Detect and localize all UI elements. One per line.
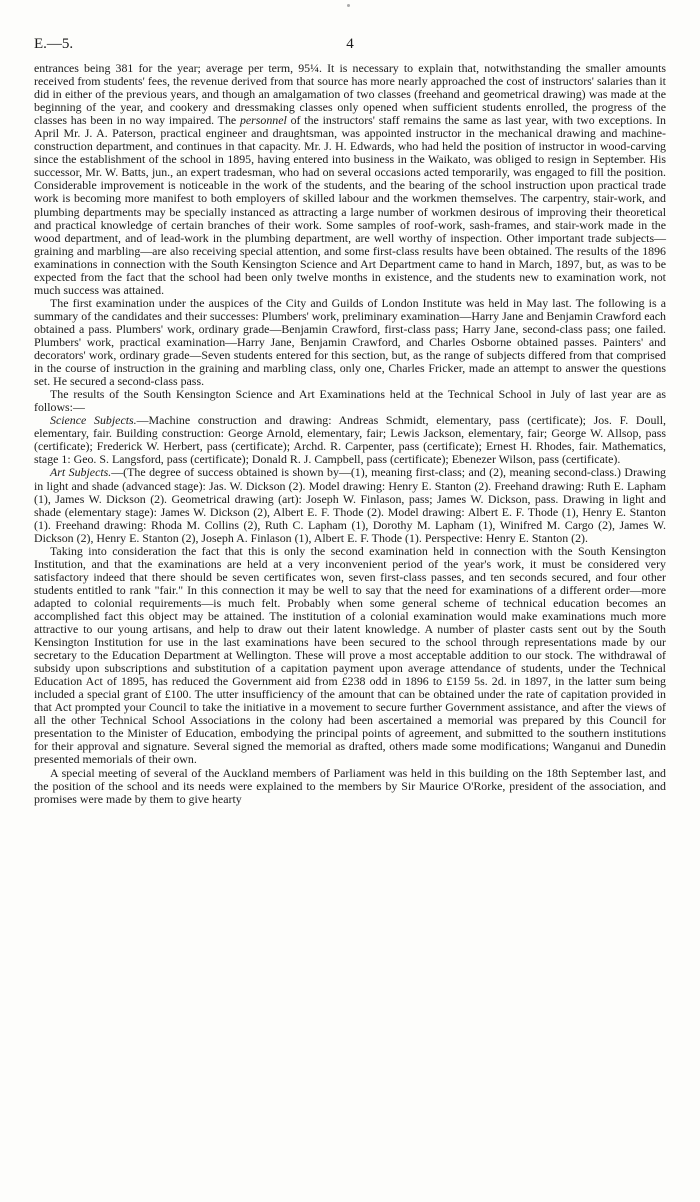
text-run: entrances being 381 for the year; average per term, 95¼. It is necessary to explain that, notwithstanding the smaller amounts received from students' fees, the revenue derived from that source has more nearly approached the cost of instructors' salaries than it did in either of the previous years, and though an amalgamation of two classes (freehand and geometrical drawing) was made at the beginning of the year, and cookery and dressmaking classes only opened when sufficient students enrolled, the progress of the classes has been in no way impaired. The — [34, 61, 666, 128]
text-run: A special meeting of several of the Auckland members of Parliament was held in this building on the 18th September last, and the position of the school and its needs were explained to the members by Sir Maurice O'Rorke, president of the association, and promises were made by them to give hearty — [34, 765, 666, 806]
paragraph — [34, 767, 666, 806]
text-run: —Machine construction and drawing: Andreas Schmidt, elementary, pass (certificate); Jos. F. Doull, elementary, fair. Building construction: George Arnold, elementary, fair; Lewis Jackson, elementary, fair; George W. Allsop, pass (certificate); Frederick W. Herbert, pass (certificate); Archd. R. Carpenter, pass (certificate); Ernest H. Rhodes, fair. Mathematics, stage 1: Geo. S. Langsford, pass (certificate); Donald R. J. Campbell, pass (certificate); Ebenezer Wilson, pass (certificate). — [34, 413, 666, 467]
text-run: The results of the South Kensington Science and Art Examinations held at the Technical School in July of last year are as follows:— — [34, 387, 666, 415]
paragraph — [34, 414, 666, 466]
italic-run: Art Subjects. — [50, 465, 112, 480]
paragraph — [34, 62, 666, 297]
italic-run: personnel — [239, 113, 287, 128]
paragraph — [34, 545, 666, 767]
paragraph — [34, 388, 666, 414]
body-text — [34, 62, 666, 806]
text-run: The first examination under the auspices of the City and Guilds of London Institute was held in May last. The following is a summary of the candidates and their successes: Plumbers' work, preliminary examination—Harry Jane and Benjamin Crawford each obtained a pass. Plumbers' work, ordinary grade—Benjamin Crawford, first-class pass; Harry Jane, second-class pass; one failed. Plumbers' work, practical examination—Harry Jane, Benjamin Crawford, and Charles Osborne obtained passes. Painters' and decorators' work, ordinary grade—Seven students entered for this section, but, as the range of subjects differed from that comprised in the course of instruction in the graining and marbling class, only one, Charles Fricker, made an attempt to answer the questions set. He secured a second-class pass. — [34, 295, 666, 389]
paragraph — [34, 297, 666, 388]
page-number: 4 — [346, 36, 354, 52]
text-run: —(The degree of success obtained is shown by—(1), meaning first-class; and (2), meaning second-class.) Drawing in light and shade (advanced stage): Jas. W. Dickson (2). Model drawing: Henry E. Stanton (2). Freehand drawing: Ruth E. Lapham (1), James W. Dickson (2). Geometrical drawing (art): Joseph W. Finlason, pass; James W. Dickson, pass. Drawing in light and shade (elementary stage): James W. Dickson (2), Albert E. F. Thode (2). Model drawing: Albert E. F. Thode (1), Henry E. Stanton (1). Freehand drawing: Rhoda M. Collins (2), Ruth C. Lapham (1), Dorothy M. Lapham (1), Winifred M. Cargo (2), James W. Dickson (2), Henry E. Stanton (2), Joseph A. Finlason (1), Albert E. F. Thode (1). Perspective: Henry E. Stanton (2). — [34, 465, 666, 545]
text-run: of the instructors' staff remains the same as last year, with two exceptions. In April Mr. J. A. Paterson, practical engineer and draughtsman, was appointed instructor in the mechanical drawing and machine-construction department, and continues in that capacity. Mr. J. H. Edwards, who had held the position of instructor in wood-carving since the establishment of the school in 1895, having entered into business in the Waikato, was obliged to resign in September. His successor, Mr. W. Batts, jun., an expert tradesman, who had on several occasions acted temporarily, was engaged to fill the position. Considerable improvement is noticeable in the work of the students, and the bearing of the school instruction upon practical trade work is becoming more manifest to both employers of skilled labour and the workmen themselves. The carpentry, stair-work, and plumbing departments may be specially instanced as attracting a large number of workmen desirous of improving their theoretical and practical knowledge of certain branches of their work. Some samples of roof-work, sash-frames, and stair-work made in the wood department, and of lead-work in the plumbing department, are well worthy of inspection. Other important trade subjects—graining and marbling—are also receiving special attention, and some first-class results have been obtained. The results of the 1896 examinations in connection with the South Kensington Science and Art Department came to hand in March, 1897, but, as was to be expected from the fact that the school had been only twelve months in existence, and the students new to examination work, not much success was attained. — [34, 113, 666, 297]
paragraph — [34, 466, 666, 544]
text-run: Taking into consideration the fact that this is only the second examination held in connection with the South Kensington Institution, and that the examinations are held at a very inconvenient period of the year's work, it must be considered very satisfactory indeed that there should be seven certificates won, seven first-class passes, and ten seconds secured, and four other students entitled to rank "fair." In this connection it may be well to say that the need for examinations of a different order—more adapted to colonial requirements—is much felt. Probably when some general scheme of technical education becomes an accomplished fact this object may be attained. The institution of a colonial examination would make examinations much more attractive to our young artisans, and help to draw out their latent knowledge. A number of plaster casts sent out by the South Kensington Institution for use in the last examinations have been secured to the school through representations made by our secretary to the Education Department at Wellington. These will prove a most acceptable addition to our stock. The withdrawal of subsidy upon subscriptions and substitution of a capitation payment upon average attendance of students, under the Technical Education Act of 1895, has reduced the Government aid from £238 odd in 1896 to £159 5s. 2d. in 1897, in the latter sum being included a special grant of £100. The utter insufficiency of the amount that can be obtained under the rate of capitation provided in that Act prompted your Council to take the initiative in a movement to secure further Government assistance, and after the views of all the other Technical School Associations in the colony had been ascertained a memorial was prepared by this Council for presentation to the Minister of Education, embodying the principal points of agreement, and submitted to the southern institutions for their approval and signature. Several signed the memorial as drafted, others made some modifications; Wanganui and Dunedin presented memorials of their own. — [34, 543, 666, 767]
page-header — [34, 36, 666, 58]
section-code: E.—5. — [34, 36, 74, 52]
page-speck — [347, 4, 350, 7]
italic-run: Science Subjects. — [50, 413, 137, 428]
